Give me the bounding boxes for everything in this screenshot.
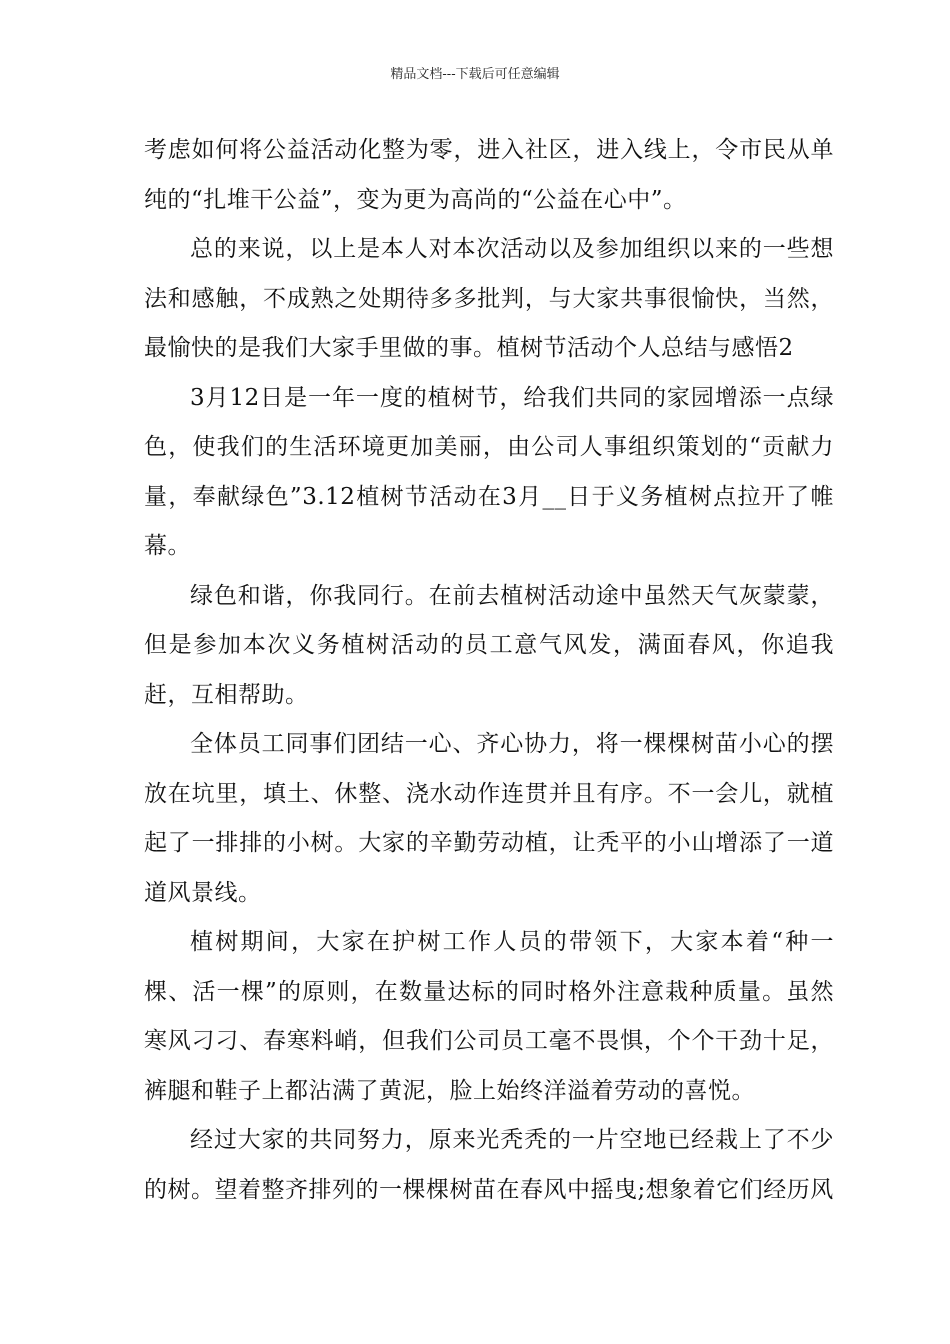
paragraph-2: 总的来说，以上是本人对本次活动以及参加组织以来的一些想法和感触，不成熟之处期待多多批判，与大家共事很愉快，当然，最愉快的是我们大家手里做的事。植树节活动个人总结与感悟2 <box>144 236 834 361</box>
paragraph-4: 绿色和谐，你我同行。在前去植树活动途中虽然天气灰蒙蒙，但是参加本次义务植树活动的员工意气风发，满面春风，你追我赶，互相帮助。 <box>144 582 834 708</box>
paragraph-5: 全体员工同事们团结一心、齐心协力，将一棵棵树苗小心的摆放在坑里，填土、休整、浇水动作连贯并且有序。不一会儿，就植起了一排排的小树。大家的辛勤劳动植，让秃平的小山增添了一道道风景线。 <box>144 731 834 906</box>
paragraph-1: 考虑如何将公益活动化整为零，进入社区，进入线上，令市民从单纯的“扎堆干公益”，变为更为高尚的“公益在心中”。 <box>144 137 834 213</box>
paragraph-3: 3月12日是一年一度的植树节，给我们共同的家园增添一点绿色，使我们的生活环境更加美丽，由公司人事组织策划的“贡献力量，奉献绿色”3.12植树节活动在3月__日于义务植树点拉开了帷幕。 <box>144 384 834 559</box>
document-body <box>144 126 834 1215</box>
paragraph-6: 植树期间，大家在护树工作人员的带领下，大家本着“种一棵、活一棵”的原则，在数量达标的同时格外注意栽种质量。虽然寒风刁刁、春寒料峭，但我们公司员工毫不畏惧，个个干劲十足，裤腿和鞋子上都沾满了黄泥，脸上始终洋溢着劳动的喜悦。 <box>144 929 834 1104</box>
paragraph-7: 经过大家的共同努力，原来光秃秃的一片空地已经栽上了不少的树。望着整齐排列的一棵棵树苗在春风中摇曳;想象着它们经历风 <box>144 1127 834 1203</box>
page-header: 精品文档---下载后可任意编辑 <box>390 67 560 82</box>
